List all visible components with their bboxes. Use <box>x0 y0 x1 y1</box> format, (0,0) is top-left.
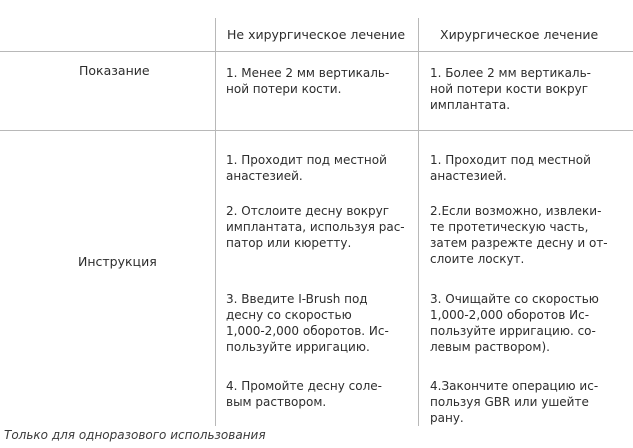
instruction-surgical-step-3: 3. Очищайте со скоростью 1,000-2,000 оборотов Ис- пользуйте ирригацию. со- левым раствором). <box>430 292 599 354</box>
row-label-instruction: Инструкция <box>78 254 157 269</box>
column-divider-1 <box>215 18 216 426</box>
instruction-non-surgical-step-3: 3. Введите I-Brush под десну со скоростью 1,000-2,000 оборотов. Ис- пользуйте ирригацию. <box>226 292 389 354</box>
column-divider-2 <box>418 18 419 426</box>
indication-non-surgical: 1. Менее 2 мм вертикаль- ной потери кости. <box>226 66 390 96</box>
row-divider <box>0 130 633 131</box>
instruction-surgical-step-1: 1. Проходит под местной анастезией. <box>430 153 591 183</box>
header-surgical: Хирургическое лечение <box>440 27 599 42</box>
instruction-non-surgical-step-4: 4. Промойте десну соле- вым раствором. <box>226 379 382 409</box>
header-divider <box>0 51 633 52</box>
indication-surgical: 1. Более 2 мм вертикаль- ной потери кости вокруг имплантата. <box>430 66 591 112</box>
instruction-surgical-step-2: 2.Если возможно, извлеки- те протетическую часть, затем разрежте десну и от- слоите лоскут. <box>430 204 608 266</box>
row-label-indication: Показание <box>79 63 150 78</box>
instruction-non-surgical-step-2: 2. Отслоите десну вокруг имплантата, используя рас- патор или кюретту. <box>226 204 405 250</box>
footer-note: Только для одноразового использования <box>4 428 266 442</box>
instruction-non-surgical-step-1: 1. Проходит под местной анастезией. <box>226 153 387 183</box>
instruction-surgical-step-4: 4.Закончите операцию ис- пользуя GBR или ушейте рану. <box>430 379 599 425</box>
header-non-surgical: Не хирургическое лечение <box>227 27 406 42</box>
